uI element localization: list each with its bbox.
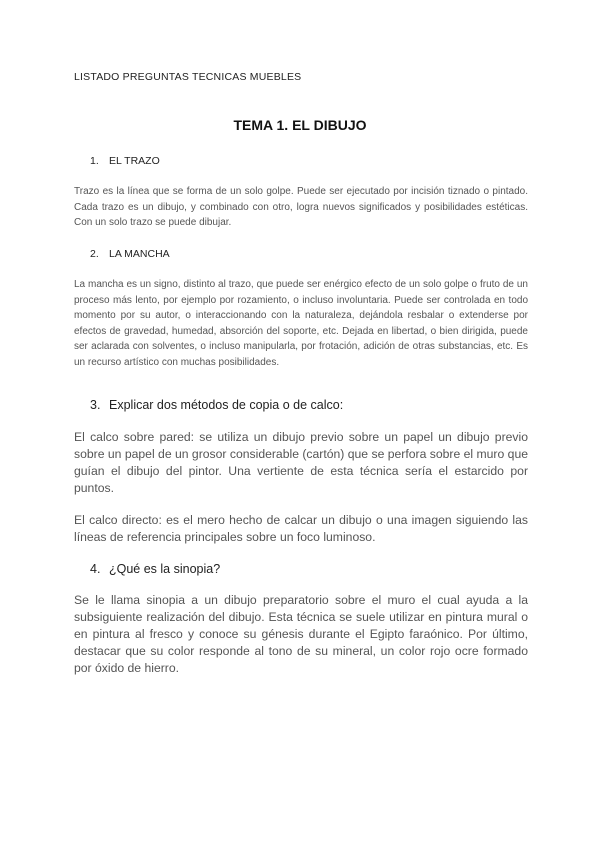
paragraph-mancha: La mancha es un signo, distinto al trazo, que puede ser enérgico efecto de un solo golpe o fruto de un proceso más lento, por ejemplo por rozamiento, o incluso involuntaria. Puede ser controlada en todo momento por su autor, o interaccionando con la naturaleza, dejándola resbalar o extenderse por efectos de gravedad, humedad, absorción del soporte, etc. Dejada en libertad, o bien dirigida, puede ser aclarada con solventes, o incluso manipularla, por frotación, adición de otras substancias, etc. Es un recurso artístico con muchas posibilidades. [74, 279, 528, 368]
section-number: 1. [90, 155, 99, 167]
section-number: 2. [90, 248, 99, 260]
section-title: LA MANCHA [109, 248, 170, 260]
section-title: ¿Qué es la sinopia? [109, 562, 221, 576]
section-heading-calco [90, 398, 343, 412]
section-heading-trazo [90, 155, 160, 167]
paragraph-trazo: Trazo es la línea que se forma de un solo golpe. Puede ser ejecutado por incisión tiznado o pintado. Cada trazo es un dibujo, y combinado con otro, logra nuevos significados y posibilidades estéticas. Con un solo trazo se puede dibujar. [74, 186, 528, 229]
section-title: Explicar dos métodos de copia o de calco: [109, 398, 344, 412]
paragraph-sinopia: Se le llama sinopia a un dibujo preparatorio sobre el muro el cual ayuda a la subsiguiente realización del dibujo. Esta técnica se suele utilizar en pintura mural o en pintura al fresco y conoce su génesis durante el Egipto faraónico. Por último, destacar que su color responde al tono de su mineral, un color rojo ocre formado por óxido de hierro. [74, 593, 528, 675]
section-heading-sinopia [90, 562, 220, 576]
document-header: LISTADO PREGUNTAS TECNICAS MUEBLES [74, 71, 302, 83]
section-number: 3. [90, 398, 101, 412]
paragraph-calco-directo: El calco directo: es el mero hecho de calcar un dibujo o una imagen siguiendo las líneas de referencia principales sobre un foco luminoso. [74, 513, 528, 544]
section-heading-mancha [90, 248, 170, 260]
paragraph-calco-pared: El calco sobre pared: se utiliza un dibujo previo sobre un papel un dibujo previo sobre un papel de un grosor considerable (cartón) que se perfora sobre el muro que guían el dibujo del pintor. Una vertiente de esta técnica sería el estarcido por puntos. [74, 430, 528, 495]
section-number: 4. [90, 562, 101, 576]
document-title: TEMA 1. EL DIBUJO [233, 117, 367, 133]
section-title: EL TRAZO [109, 155, 160, 167]
